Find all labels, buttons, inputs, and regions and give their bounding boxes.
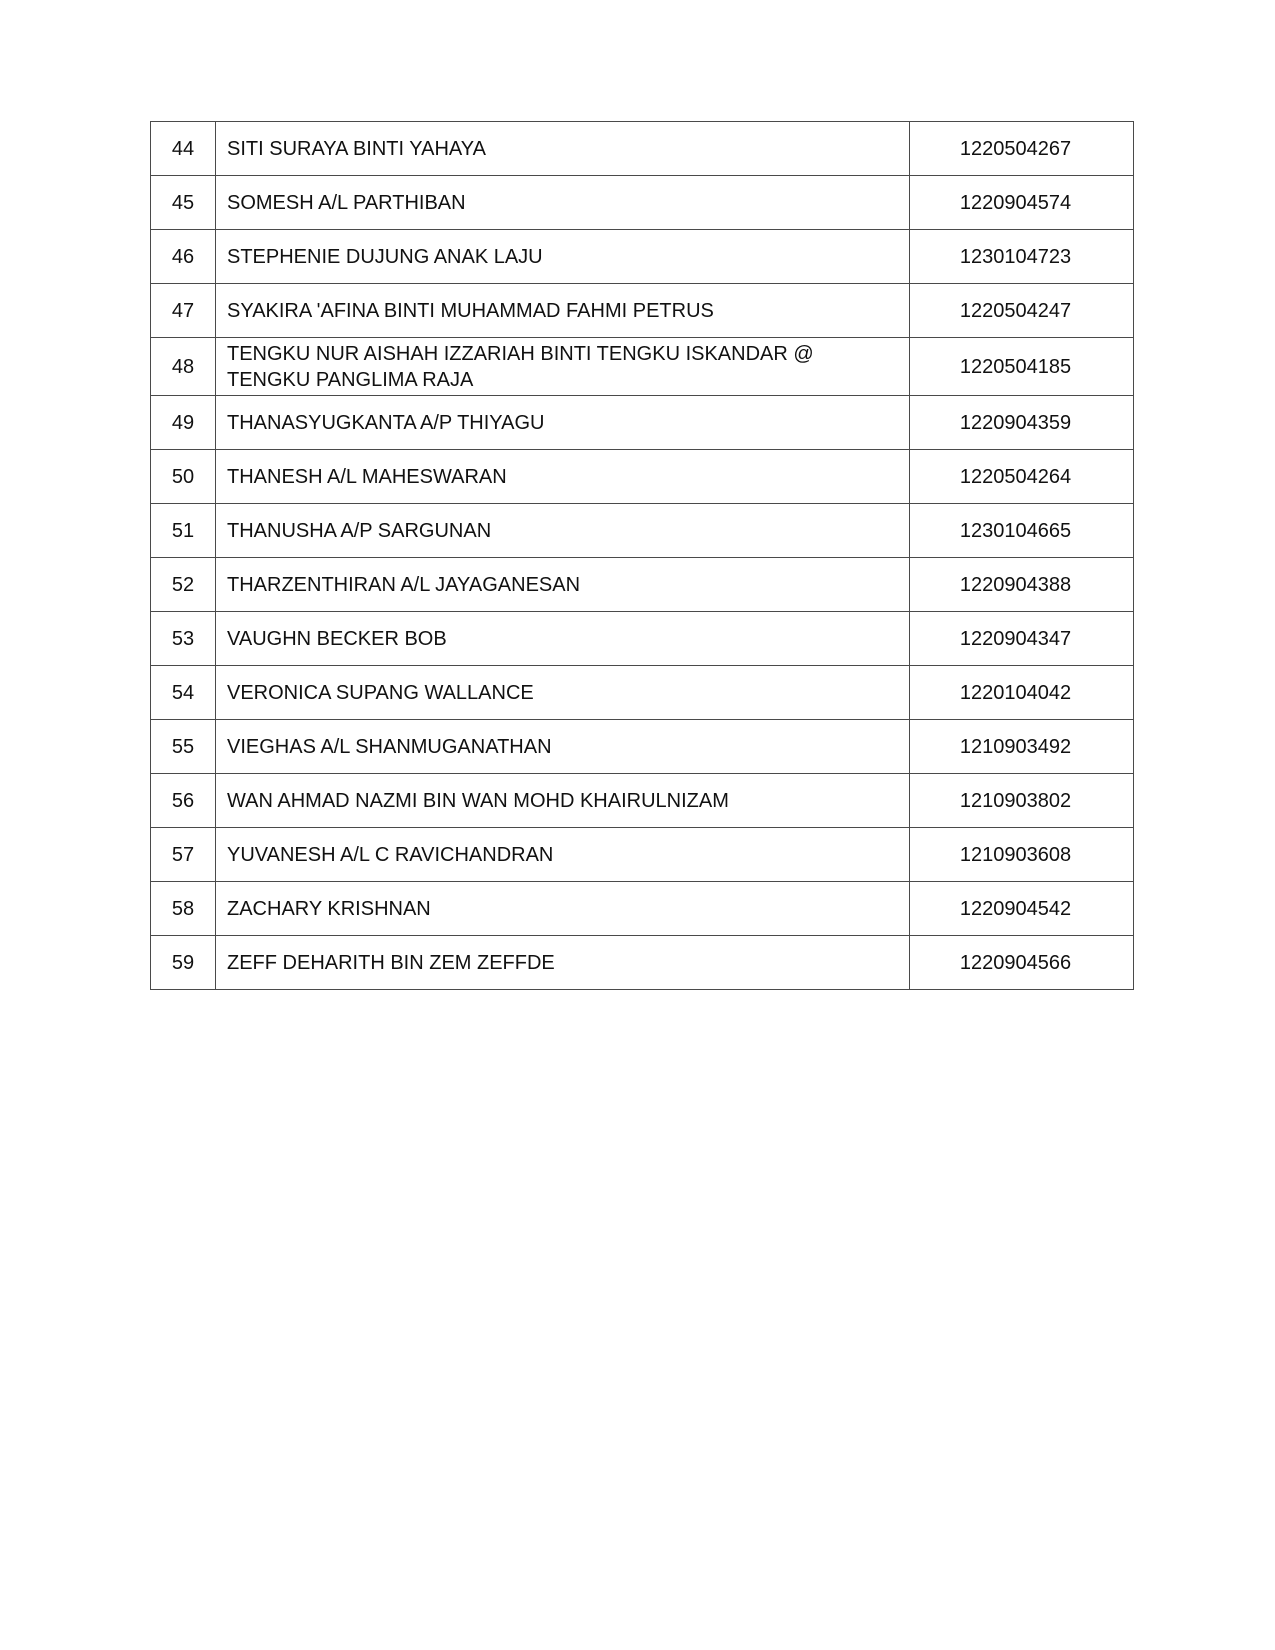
student-list-table	[150, 121, 1134, 990]
student-id-cell: 1220904566	[910, 936, 1134, 990]
table-row	[151, 450, 1134, 504]
student-id-cell: 1220904574	[910, 176, 1134, 230]
student-id-cell: 1220504185	[910, 338, 1134, 396]
student-name-cell: WAN AHMAD NAZMI BIN WAN MOHD KHAIRULNIZAM	[216, 774, 910, 828]
row-number-cell: 51	[151, 504, 216, 558]
student-id-cell: 1220904347	[910, 612, 1134, 666]
table-row	[151, 284, 1134, 338]
table-row	[151, 720, 1134, 774]
student-id-cell: 1220904542	[910, 882, 1134, 936]
student-name-cell: THANUSHA A/P SARGUNAN	[216, 504, 910, 558]
student-name-cell: VERONICA SUPANG WALLANCE	[216, 666, 910, 720]
student-id-cell: 1220104042	[910, 666, 1134, 720]
student-id-cell: 1210903492	[910, 720, 1134, 774]
table-row	[151, 230, 1134, 284]
row-number-cell: 54	[151, 666, 216, 720]
student-name-cell: SOMESH A/L PARTHIBAN	[216, 176, 910, 230]
student-id-cell: 1220504267	[910, 122, 1134, 176]
table-row	[151, 882, 1134, 936]
row-number-cell: 47	[151, 284, 216, 338]
table-row	[151, 666, 1134, 720]
row-number-cell: 55	[151, 720, 216, 774]
student-id-cell: 1220504247	[910, 284, 1134, 338]
student-name-cell: YUVANESH A/L C RAVICHANDRAN	[216, 828, 910, 882]
student-name-cell: VAUGHN BECKER BOB	[216, 612, 910, 666]
table-row	[151, 396, 1134, 450]
row-number-cell: 57	[151, 828, 216, 882]
table-row	[151, 338, 1134, 396]
table-row	[151, 504, 1134, 558]
student-list-body	[151, 122, 1134, 990]
student-id-cell: 1210903608	[910, 828, 1134, 882]
student-name-cell: THANESH A/L MAHESWARAN	[216, 450, 910, 504]
row-number-cell: 49	[151, 396, 216, 450]
student-name-cell: THANASYUGKANTA A/P THIYAGU	[216, 396, 910, 450]
student-id-cell: 1220904388	[910, 558, 1134, 612]
table-row	[151, 558, 1134, 612]
student-name-cell: STEPHENIE DUJUNG ANAK LAJU	[216, 230, 910, 284]
table-row	[151, 774, 1134, 828]
student-id-cell: 1230104665	[910, 504, 1134, 558]
student-name-cell: SITI SURAYA BINTI YAHAYA	[216, 122, 910, 176]
student-name-cell: TENGKU NUR AISHAH IZZARIAH BINTI TENGKU ISKANDAR @ TENGKU PANGLIMA RAJA	[216, 338, 910, 396]
student-name-cell: VIEGHAS A/L SHANMUGANATHAN	[216, 720, 910, 774]
student-id-cell: 1220904359	[910, 396, 1134, 450]
row-number-cell: 50	[151, 450, 216, 504]
row-number-cell: 44	[151, 122, 216, 176]
table-row	[151, 122, 1134, 176]
student-name-cell: THARZENTHIRAN A/L JAYAGANESAN	[216, 558, 910, 612]
table-row	[151, 936, 1134, 990]
row-number-cell: 46	[151, 230, 216, 284]
student-name-cell: SYAKIRA 'AFINA BINTI MUHAMMAD FAHMI PETRUS	[216, 284, 910, 338]
student-id-cell: 1230104723	[910, 230, 1134, 284]
table-row	[151, 176, 1134, 230]
student-id-cell: 1210903802	[910, 774, 1134, 828]
row-number-cell: 52	[151, 558, 216, 612]
student-id-cell: 1220504264	[910, 450, 1134, 504]
row-number-cell: 58	[151, 882, 216, 936]
student-name-cell: ZACHARY KRISHNAN	[216, 882, 910, 936]
table-row	[151, 612, 1134, 666]
row-number-cell: 45	[151, 176, 216, 230]
row-number-cell: 56	[151, 774, 216, 828]
row-number-cell: 59	[151, 936, 216, 990]
row-number-cell: 48	[151, 338, 216, 396]
table-row	[151, 828, 1134, 882]
student-name-cell: ZEFF DEHARITH BIN ZEM ZEFFDE	[216, 936, 910, 990]
row-number-cell: 53	[151, 612, 216, 666]
